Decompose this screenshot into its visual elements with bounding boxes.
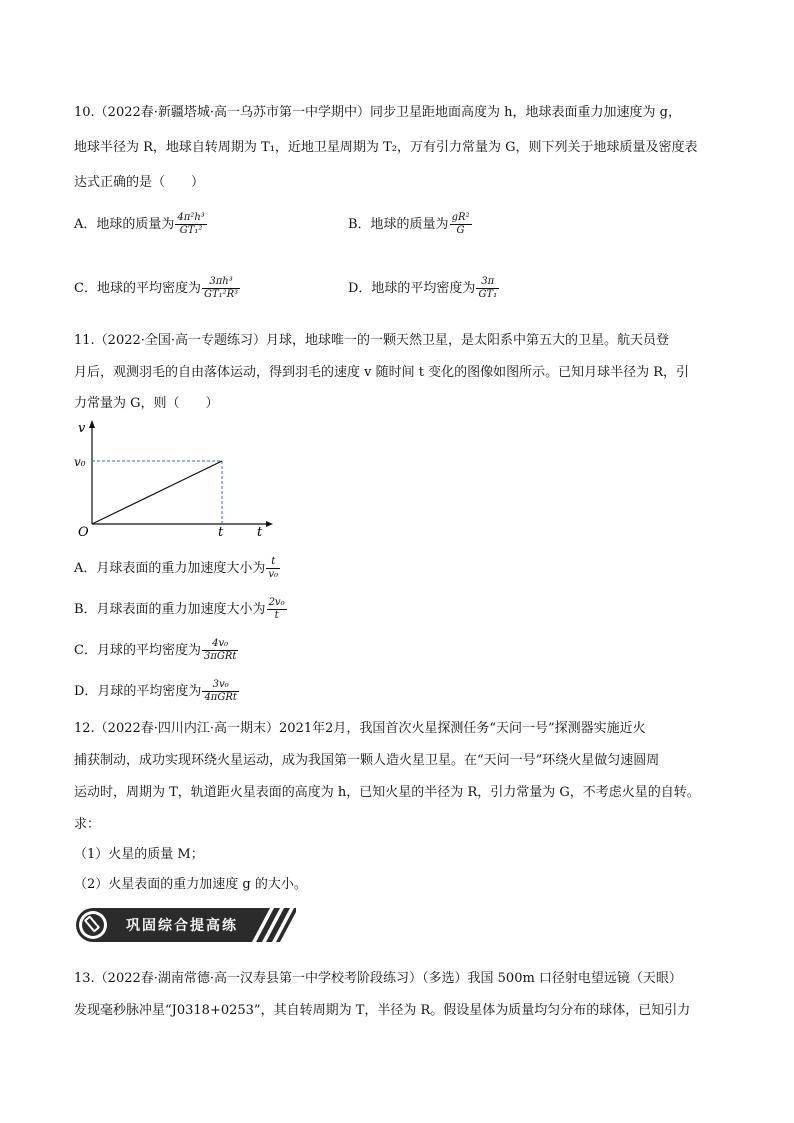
- q12-line-4: 求：: [74, 817, 101, 832]
- q11-option-c-fraction: [202, 638, 238, 663]
- q11-option-d-fraction: [202, 679, 238, 704]
- q10-line-3: 达式正确的是（ ）: [74, 175, 205, 190]
- q11-option-a-numerator: t: [266, 556, 280, 569]
- q11-option-a-text: A．月球表面的重力加速度大小为: [74, 561, 266, 576]
- q12-subquestion-2: （2）火星表面的重力加速度 g 的大小。: [74, 877, 307, 892]
- section-badge: [74, 906, 296, 944]
- q11-option-b-fraction: [267, 597, 287, 622]
- q10-option-b-denominator: G: [456, 225, 465, 236]
- y-axis-label: v: [78, 421, 86, 436]
- q12-subquestion-1: （1）火星的质量 M；: [74, 847, 204, 862]
- q10-option-d-fraction: [476, 276, 499, 301]
- q11-option-d-text: D．月球的平均密度为: [74, 684, 202, 699]
- q11-option-c-denominator: 3πGRt: [203, 651, 237, 662]
- velocity-time-graph: [74, 416, 274, 536]
- q10-option-c-numerator: 3πh³: [202, 276, 240, 289]
- q12-line-2: 捕获制动，成功实现环绕火星运动，成为我国第一颗人造火星卫星。在“天问一号”环绕火星做匀速圆周: [74, 753, 660, 768]
- q13-line-1: 13.（2022春·湖南常德·高一汉寿县第一中学校考阶段练习）（多选）我国 500m 口径射电望远镜（天眼）: [74, 971, 682, 986]
- q10-option-a-denominator: GT₁²: [179, 225, 203, 236]
- q10-option-b-text: B．地球的质量为: [348, 217, 449, 232]
- q10-option-c-text: C．地球的平均密度为: [74, 281, 201, 296]
- q10-option-c-fraction: [202, 276, 240, 301]
- q11-option-d-numerator: 3v₀: [202, 679, 238, 692]
- q11-option-c: [74, 638, 239, 663]
- v0-label: v₀: [74, 455, 86, 469]
- q11-option-b-text: B．月球表面的重力加速度大小为: [74, 602, 266, 617]
- q10-option-a-text: A．地球的质量为: [74, 217, 175, 232]
- x-axis-arrow: [266, 521, 273, 527]
- q11-option-b-numerator: 2v₀: [268, 597, 285, 608]
- q11-option-b: [74, 597, 288, 622]
- origin-label: O: [78, 525, 89, 536]
- q13-line-2: 发现毫秒脉冲星“J0318+0253”，其自转周期为 T，半径为 R。假设星体为质量均匀分布的球体，已知引力: [74, 1003, 691, 1018]
- q11-line-1: 11.（2022·全国·高一专题练习）月球，地球唯一的一颗天然卫星，是太阳系中第五大的卫星。航天员登: [74, 333, 670, 348]
- x-axis-label: t: [257, 525, 263, 536]
- q10-option-a-fraction: [175, 212, 206, 237]
- q10-option-b-fraction: [450, 212, 472, 237]
- q10-line-2: 地球半径为 R，地球自转周期为 T₁，近地卫星周期为 T₂，万有引力常量为 G，则下列关于地球质量及密度表: [74, 140, 698, 155]
- q10-option-d-denominator: GT₁: [478, 289, 498, 300]
- q11-option-a-fraction: [266, 556, 280, 581]
- q11-option-b-denominator: t: [274, 610, 279, 621]
- q10-line-1: 10.（2022春·新疆塔城·高一乌苏市第一中学期中）同步卫星距地面高度为 h，地球表面重力加速度为 g，: [74, 105, 681, 120]
- y-axis-arrow: [89, 420, 95, 428]
- q11-option-c-numerator: 4v₀: [202, 638, 238, 651]
- q11-option-a-denominator: v₀: [268, 569, 279, 580]
- q10-option-a: [74, 212, 208, 237]
- q12-line-1: 12.（2022春·四川内江·高一期末）2021年2月，我国首次火星探测任务“天问一号”探测器实施近火: [74, 721, 646, 736]
- velocity-line: [92, 461, 222, 524]
- q10-option-c: [74, 276, 241, 301]
- q11-option-d: [74, 679, 240, 704]
- q12-line-3: 运动时，周期为 T，轨道距火星表面的高度为 h，已知火星的半径为 R，引力常量为 G，不考虑火星的自转。: [74, 785, 700, 800]
- q10-option-b-numerator: gR²: [451, 212, 470, 223]
- q10-option-d-numerator: 3π: [476, 276, 499, 289]
- q10-option-c-denominator: GT₁²R³: [203, 289, 239, 300]
- q10-option-d-text: D．地球的平均密度为: [348, 281, 476, 296]
- q11-option-a: [74, 556, 281, 581]
- q11-line-2: 月后，观测羽毛的自由落体运动，得到羽毛的速度 v 随时间 t 变化的图像如图所示。已知月球半径为 R，引: [74, 365, 690, 380]
- section-badge-label: 巩固综合提高练: [126, 918, 238, 934]
- q10-option-d: [348, 276, 500, 301]
- q11-option-c-text: C．月球的平均密度为: [74, 643, 201, 658]
- t-tick-label: t: [218, 525, 224, 536]
- q11-line-3: 力常量为 G，则（ ）: [74, 396, 219, 411]
- q10-option-a-numerator: 4π²h³: [177, 212, 205, 223]
- q10-option-b: [348, 212, 473, 237]
- q11-option-d-denominator: 4πGRt: [204, 692, 237, 703]
